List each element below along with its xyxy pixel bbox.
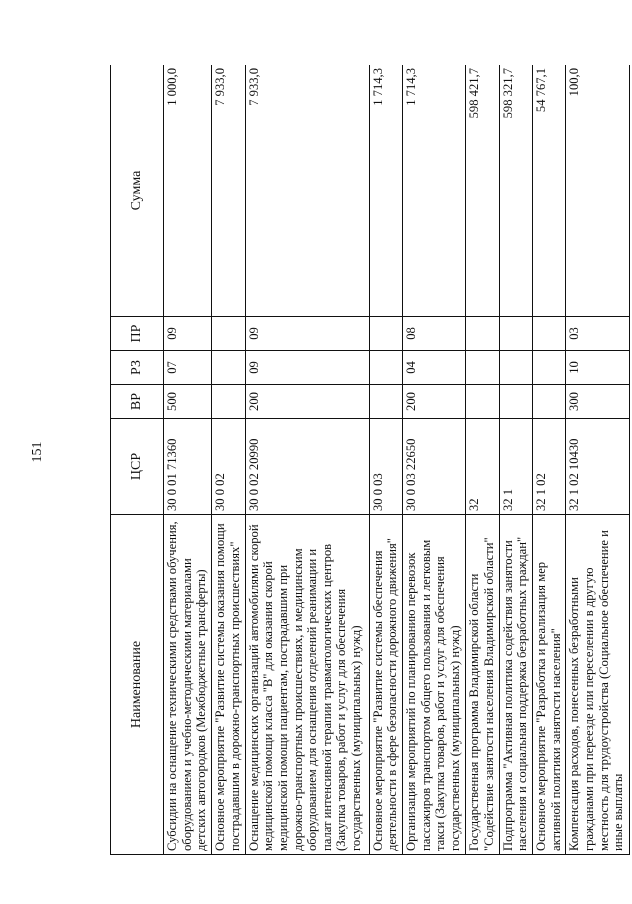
- cell-csr: 32: [466, 419, 499, 515]
- budget-table: [110, 65, 630, 855]
- cell-sum: 598 321,7: [499, 65, 532, 317]
- cell-rz: 07: [164, 351, 212, 385]
- cell-name: Государственная программа Владимирской области "Содействие занятости населения Владимирской области": [466, 515, 499, 855]
- cell-pr: 09: [164, 317, 212, 351]
- cell-sum: 100,0: [566, 65, 630, 317]
- cell-name: Оснащение медицинских организаций автомобилями скорой медицинской помощи класса "В" для оказания скорой медицинской помощи пациентам, пострадавшим при дорожно-транспортных происшествиях, и медицинским оборудованием для оснащения отделений реанимации и палат интенсивной терапии травматологических центров (Закупка товаров, работ и услуг для обеспечения государственных (муниципальных) нужд): [245, 515, 369, 855]
- cell-sum: 54 767,1: [533, 65, 566, 317]
- cell-vr: [499, 385, 532, 419]
- cell-sum: 598 421,7: [466, 65, 499, 317]
- cell-pr: 09: [245, 317, 369, 351]
- cell-rz: [466, 351, 499, 385]
- cell-csr: 30 0 02: [212, 419, 245, 515]
- table-row: [499, 65, 532, 855]
- table-row: [533, 65, 566, 855]
- cell-vr: [533, 385, 566, 419]
- cell-pr: [466, 317, 499, 351]
- header-rz: РЗ: [111, 351, 164, 385]
- cell-name: Основное мероприятие "Развитие системы оказания помощи пострадавшим в дорожно-транспортных происшествиях": [212, 515, 245, 855]
- cell-vr: 500: [164, 385, 212, 419]
- cell-name: Субсидии на оснащение техническими средствами обучения, оборудованием и учебно-методическими материалами детских автогородков (Межбюджетные трансферты): [164, 515, 212, 855]
- cell-rz: [499, 351, 532, 385]
- cell-csr: 30 0 01 71360: [164, 419, 212, 515]
- cell-csr: 32 1 02: [533, 419, 566, 515]
- header-name: Наименование: [111, 515, 164, 855]
- cell-name: Основное мероприятие "Развитие системы обеспечения деятельности в сфере безопасности дорожного движения": [369, 515, 402, 855]
- cell-csr: 32 1: [499, 419, 532, 515]
- header-pr: ПР: [111, 317, 164, 351]
- cell-vr: [212, 385, 245, 419]
- cell-rz: [212, 351, 245, 385]
- table-row: [245, 65, 369, 855]
- rotated-page-content: [110, 65, 630, 855]
- cell-csr: 30 0 03 22650: [402, 419, 466, 515]
- table-row: [402, 65, 466, 855]
- cell-pr: [499, 317, 532, 351]
- cell-pr: [212, 317, 245, 351]
- table-row: [566, 65, 630, 855]
- cell-pr: 08: [402, 317, 466, 351]
- cell-pr: 03: [566, 317, 630, 351]
- cell-name: Организация мероприятий по планированию перевозок пассажиров транспортом общего пользования и легковым такси (Закупка товаров, работ и услуг для обеспечения государственных (муниципальных) нужд): [402, 515, 466, 855]
- cell-name: Подпрограмма "Активная политика содействия занятости населения и социальная поддержка безработных граждан": [499, 515, 532, 855]
- cell-csr: 32 1 02 10430: [566, 419, 630, 515]
- cell-vr: 200: [245, 385, 369, 419]
- cell-sum: 7 933,0: [212, 65, 245, 317]
- cell-rz: [369, 351, 402, 385]
- cell-sum: 1 000,0: [164, 65, 212, 317]
- cell-csr: 30 0 02 20990: [245, 419, 369, 515]
- cell-rz: 04: [402, 351, 466, 385]
- table-row: [212, 65, 245, 855]
- cell-rz: 10: [566, 351, 630, 385]
- cell-pr: [369, 317, 402, 351]
- page-number: 151: [30, 441, 45, 463]
- cell-rz: [533, 351, 566, 385]
- table-row: [164, 65, 212, 855]
- table-row: [466, 65, 499, 855]
- cell-vr: [466, 385, 499, 419]
- cell-csr: 30 0 03: [369, 419, 402, 515]
- cell-rz: 09: [245, 351, 369, 385]
- cell-sum: 1 714,3: [369, 65, 402, 317]
- header-csr: ЦСР: [111, 419, 164, 515]
- cell-name: Основное мероприятие "Разработка и реализация мер активной политики занятости населения": [533, 515, 566, 855]
- cell-vr: 300: [566, 385, 630, 419]
- cell-pr: [533, 317, 566, 351]
- cell-sum: 7 933,0: [245, 65, 369, 317]
- table-row: [369, 65, 402, 855]
- table-header-row: [111, 65, 164, 855]
- header-vr: ВР: [111, 385, 164, 419]
- cell-vr: [369, 385, 402, 419]
- header-sum: Сумма: [111, 65, 164, 317]
- cell-name: Компенсация расходов, понесенных безработными гражданами при переезде или переселении в другую местность для трудоустройства (Социальное обеспечение и иные выплаты: [566, 515, 630, 855]
- cell-vr: 200: [402, 385, 466, 419]
- cell-sum: 1 714,3: [402, 65, 466, 317]
